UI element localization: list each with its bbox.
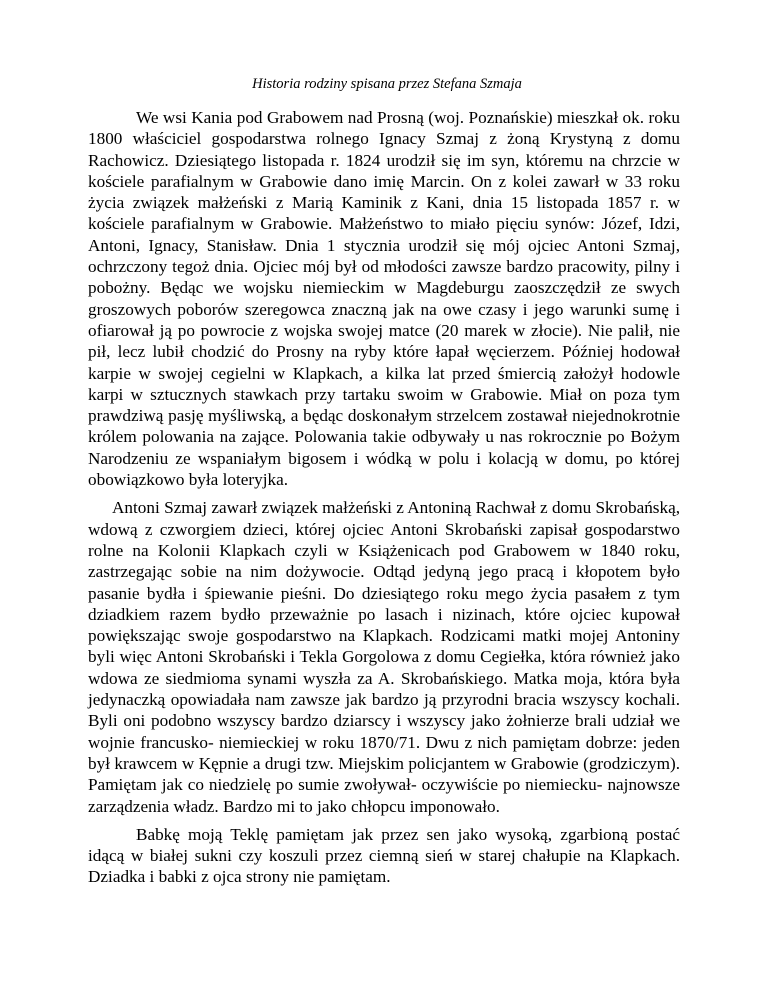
paragraph-2: Antoni Szmaj zawarł związek małżeński z Antoniną Rachwał z domu Skrobańską, wdową z czworgiem dzieci, której ojciec Antoni Skrobański zapisał gospodarstwo rolne na Kolonii Klapkach czyli w Książenicach pod Grabowem w 1840 roku, zastrzegając sobie na nim dożywocie. Odtąd jedyną jego pracą i kłopotem było pasanie bydła i śpiewanie pieśni. Do dziesiątego roku mego życia pasałem z tym dziadkiem razem bydło przeważnie po lasach i nizinach, które ojciec kupował powiększając swoje gospodarstwo na Klapkach. Rodzicami matki mojej Antoniny byli więc Antoni Skrobański i Tekla Gorgolowa z domu Cegiełka, która również jako wdowa ze siedmioma synami wyszła za A. Skrobańskiego. Matka moja, która była jedynaczką opowiadała nam zawsze jak bardzo ją przyrodni bracia wszyscy kochali. Byli oni podobno wszyscy bardzo dziarscy i wszyscy jako żołnierze brali udział we wojnie francusko- niemieckiej w roku 1870/71. Dwu z nich pamiętam dobrze: jeden był krawcem w Kępnie a drugi tzw. Miejskim policjantem w Grabowie (grodziczym). Pamiętam jak co niedzielę po sumie zwoływał- oczywiście po niemiecku- najnowsze zarządzenia władz. Bardzo mi to jako chłopcu imponowało. bbox=[88, 498, 680, 816]
document-page bbox=[88, 76, 680, 888]
paragraph-1: We wsi Kania pod Grabowem nad Prosną (woj. Poznańskie) mieszkał ok. roku 1800 właściciel gospodarstwa rolnego Ignacy Szmaj z żoną Krystyną z domu Rachowicz. Dziesiątego listopada r. 1824 urodził się im syn, któremu na chrzcie w kościele parafialnym w Grabowie dano imię Marcin. On z kolei zawarł w 33 roku życia związek małżeński z Marią Kaminik z Kani, dnia 15 listopada 1857 r. w kościele parafialnym w Grabowie. Małżeństwo to miało pięciu synów: Józef, Idzi, Antoni, Ignacy, Stanisław. Dnia 1 stycznia urodził się mój ojciec Antoni Szmaj, ochrzczony tegoż dnia. Ojciec mój był od młodości zawsze bardzo pracowity, pilny i pobożny. Będąc we wojsku niemieckim w Magdeburgu zaoszczędził ze swych groszowych poborów szeregowca znaczną jak na owe czasy i jego warunki sumę i ofiarował ją po powrocie z wojska swojej matce (20 marek w złocie). Nie palił, nie pił, lecz lubił chodzić do Prosny na ryby które łapał węcierzem. Później hodował karpie w swojej cegielni w Klapkach, a kilka lat przed śmiercią założył hodowle karpi w sztucznych stawkach przy tartaku swoim w Grabowie. Miał on poza tym prawdziwą pasję myśliwską, a będąc doskonałym strzelcem zostawał niejednokrotnie królem polowania na zające. Polowania takie odbywały u nas rokrocznie po Bożym Narodzeniu ze wspaniałym bigosem i wódką w polu i kolacją w domu, po której obowiązkowo była loteryjka. bbox=[88, 108, 680, 490]
paragraph-3: Babkę moją Teklę pamiętam jak przez sen jako wysoką, zgarbioną postać idącą w białej sukni czy koszuli przez ciemną sień w starej chałupie na Klapkach. Dziadka i babki z ojca strony nie pamiętam. bbox=[88, 824, 680, 887]
document-title: Historia rodziny spisana przez Stefana Szmaja bbox=[252, 76, 522, 92]
